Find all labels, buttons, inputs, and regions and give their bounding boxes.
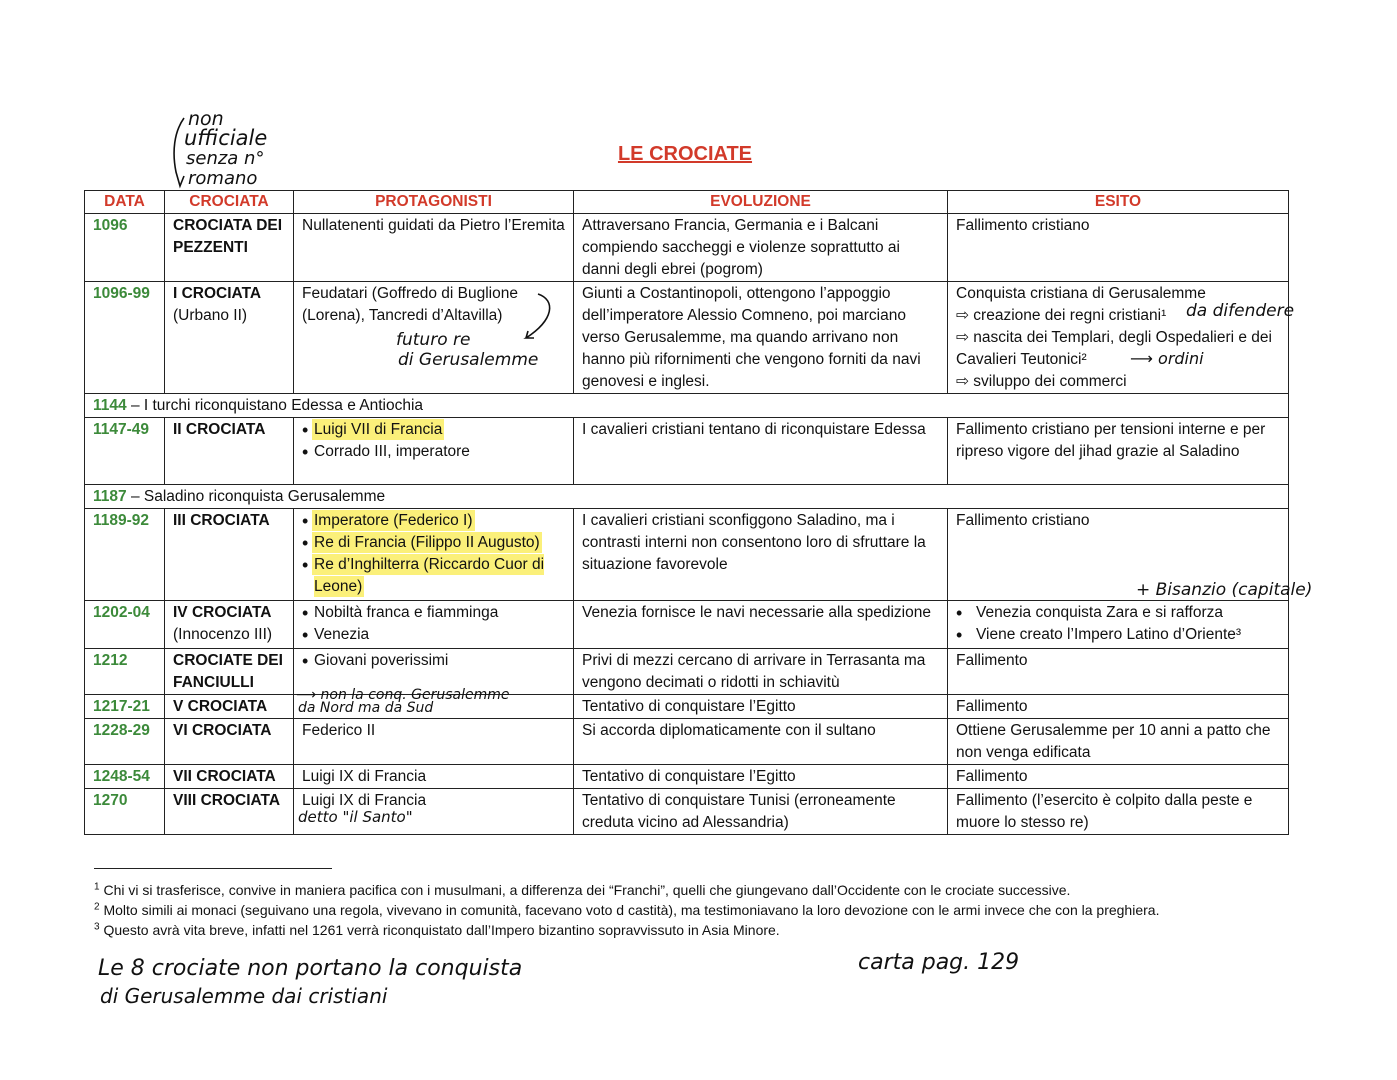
event-text [85,485,1289,509]
row-outcome: Fallimento [948,765,1289,789]
table-row [85,282,1289,394]
crusades-table [84,190,1289,835]
row-evolution: Giunti a Costantinopoli, ottengono l’appoggio dell’imperatore Alessio Comneno, poi marciano verso Gerusalemme, ma quando arrivano non hanno più rifornimenti che vengono forniti da navi genovesi e inglesi. [574,282,948,394]
page-title: LE CROCIATE [617,143,753,165]
event-description: – I turchi riconquistano Edessa e Antiochia [126,397,424,414]
bracket-mark [166,112,190,192]
footnote-1 [94,880,1070,900]
protagonist-item [302,532,565,554]
protagonist-item: • Giovani poverissimi [302,650,565,672]
row-crusade: III CROCIATA [165,509,294,601]
protagonist-item [302,419,565,441]
row-evolution: Privi di mezzi cercano di arrivare in Terrasanta ma vengono decimati o ridotti in schiavitù [574,649,948,695]
table-row [85,789,1289,835]
handwritten-bottom-note-2: di Gerusalemme dai cristiani [100,984,388,1008]
row-crusade: VIII CROCIATA [165,789,294,835]
event-row [85,485,1289,509]
table-row [85,719,1289,765]
row-protagonists: Feudatari (Goffredo di Buglione (Lorena), Tancredi d’Altavilla) [294,282,574,394]
footnote-2 [94,900,1159,920]
row-crusade [165,282,294,394]
row-crusade: VII CROCIATA [165,765,294,789]
outcome-line: ⇨ nascita dei Templari, degli Ospedalieri e dei Cavalieri Teutonici² [956,329,1272,368]
row-date: 1212 [85,649,165,695]
row-crusade: VI CROCIATA [165,719,294,765]
event-date: 1144 [93,397,127,414]
row-date: 1248-54 [85,765,165,789]
row-date: 1270 [85,789,165,835]
row-evolution: Venezia fornisce le navi necessarie alla spedizione [574,601,948,649]
protagonist-name: Luigi VII di Francia [314,421,443,438]
handwritten-da-nord: da Nord ma da Sud [298,700,434,716]
footnote-text: Questo avrà vita breve, infatti nel 1261 verrà riconquistato dall’Impero bizantino sopravvissuto in Asia Minore. [103,922,780,938]
row-protagonists: Nullatenenti guidati da Pietro l’Eremita [294,214,574,282]
row-date: 1189-92 [85,509,165,601]
row-outcome: Fallimento cristiano per tensioni interne e per ripreso vigore del jihad grazie al Saladino [948,418,1289,485]
footnote-divider [94,868,332,869]
crusade-name: I CROCIATA [173,285,262,302]
event-date: 1187 [93,488,127,505]
protagonist-item [302,510,565,532]
row-outcome: Fallimento cristiano [948,214,1289,282]
row-date: 1147-49 [85,418,165,485]
protagonist-item: • Venezia [302,624,565,646]
row-date: 1096 [85,214,165,282]
row-crusade: II CROCIATA [165,418,294,485]
row-date: 1096-99 [85,282,165,394]
footnote-3 [94,920,780,940]
outcome-line: ⇨ sviluppo dei commerci [956,373,1127,390]
handwritten-senza: senza n° [186,148,265,169]
row-outcome [948,282,1289,394]
row-outcome: Ottiene Gerusalemme per 10 anni a patto che non venga edificata [948,719,1289,765]
row-outcome: Fallimento [948,649,1289,695]
protagonist-name: Re d’Inghilterra (Riccardo Cuor di Leone) [314,556,545,595]
table-row [85,601,1289,649]
table-row [85,695,1289,719]
row-crusade [165,601,294,649]
row-crusade: V CROCIATA [165,695,294,719]
handwritten-romano: romano [188,168,258,189]
handwritten-ordini: ⟶ ordini [1130,349,1204,368]
protagonist-name: Corrado III, imperatore [314,443,470,460]
row-outcome: Fallimento [948,695,1289,719]
outcome-item: • Viene creato l’Impero Latino d’Oriente³ [956,624,1280,646]
table-row [85,418,1289,485]
crusade-name: IV CROCIATA [173,604,272,621]
table-row [85,765,1289,789]
footnote-mark: 2 [94,901,100,913]
outcome-item: • Venezia conquista Zara e si rafforza [956,602,1280,624]
crusade-pope: (Urbano II) [173,307,248,324]
footnote-text: Chi vi si trasferisce, convive in maniera pacifica con i musulmani, a differenza dei “Franchi”, quelli che giungevano dall’Occidente con le crociate successive. [103,882,1071,898]
row-evolution: Attraversano Francia, Germania e i Balcani compiendo saccheggi e violenze soprattutto ai danni degli ebrei (pogrom) [574,214,948,282]
header-crusade: CROCIATA [165,191,294,214]
crusade-pope: (Innocenzo III) [173,626,273,643]
row-outcome [948,601,1289,649]
footnote-text: Molto simili ai monaci (seguivano una regola, vivevano in comunità, facevano voto d castità), ma testimoniavano la loro devozione con le armi invece che con la preghiera. [103,902,1160,918]
row-evolution: Tentativo di conquistare l’Egitto [574,695,948,719]
protagonist-item [302,554,565,598]
event-text [85,394,1289,418]
row-outcome: Fallimento (l’esercito è colpito dalla peste e muore lo stesso re) [948,789,1289,835]
header-outcome: ESITO [948,191,1289,214]
row-protagonists: Federico II [294,719,574,765]
arrow-mark [508,290,558,350]
row-crusade: CROCIATA DEI PEZZENTI [165,214,294,282]
handwritten-bisanzio: + Bisanzio (capitale) [1136,580,1313,600]
handwritten-da-difendere: da difendere [1186,301,1295,321]
row-date: 1228-29 [85,719,165,765]
header-protagonists: PROTAGONISTI [294,191,574,214]
handwritten-bottom-note-1: Le 8 crociate non portano la conquista [98,956,523,981]
footnote-mark: 1 [94,881,100,893]
handwritten-di-gerusalemme: di Gerusalemme [398,350,539,370]
handwritten-detto: detto "il Santo" [298,808,413,826]
row-date: 1217-21 [85,695,165,719]
event-row [85,394,1289,418]
row-protagonists [294,601,574,649]
header-date: DATA [85,191,165,214]
table-row [85,214,1289,282]
protagonist-name: Imperatore (Federico I) [314,512,473,529]
row-protagonists: Luigi IX di Francia [294,789,574,835]
handwritten-futuro-re: futuro re [396,330,471,350]
event-description: – Saladino riconquista Gerusalemme [126,488,386,505]
outcome-line: ⇨ creazione dei regni cristiani¹ [956,307,1167,324]
handwritten-ufficiale: ufficiale [184,126,268,150]
row-crusade: CROCIATE DEI FANCIULLI [165,649,294,695]
header-evolution: EVOLUZIONE [574,191,948,214]
protagonist-item [302,441,565,463]
row-outcome: Fallimento cristiano [948,509,1289,601]
row-protagonists [294,509,574,601]
table-row [85,509,1289,601]
row-evolution: I cavalieri cristiani tentano di riconquistare Edessa [574,418,948,485]
protagonist-item: • Nobiltà franca e fiamminga [302,602,565,624]
footnote-mark: 3 [94,921,100,933]
handwritten-non: non [188,108,224,130]
row-protagonists: Luigi IX di Francia [294,765,574,789]
row-evolution: Tentativo di conquistare Tunisi (erroneamente creduta vicino ad Alessandria) [574,789,948,835]
row-date: 1202-04 [85,601,165,649]
protagonist-name: Re di Francia (Filippo II Augusto) [314,534,540,551]
row-evolution: I cavalieri cristiani sconfiggono Saladino, ma i contrasti interni non consentono loro di sfruttare la situazione favorevole [574,509,948,601]
handwritten-carta: carta pag. 129 [858,950,1020,975]
row-evolution: Tentativo di conquistare l’Egitto [574,765,948,789]
outcome-line: Conquista cristiana di Gerusalemme [956,285,1206,302]
row-protagonists [294,418,574,485]
handwritten-non-conq: ⟶ non la conq. Gerusalemme [296,687,510,703]
table-row [85,649,1289,695]
header-row [85,191,1289,214]
row-evolution: Si accorda diplomaticamente con il sultano [574,719,948,765]
